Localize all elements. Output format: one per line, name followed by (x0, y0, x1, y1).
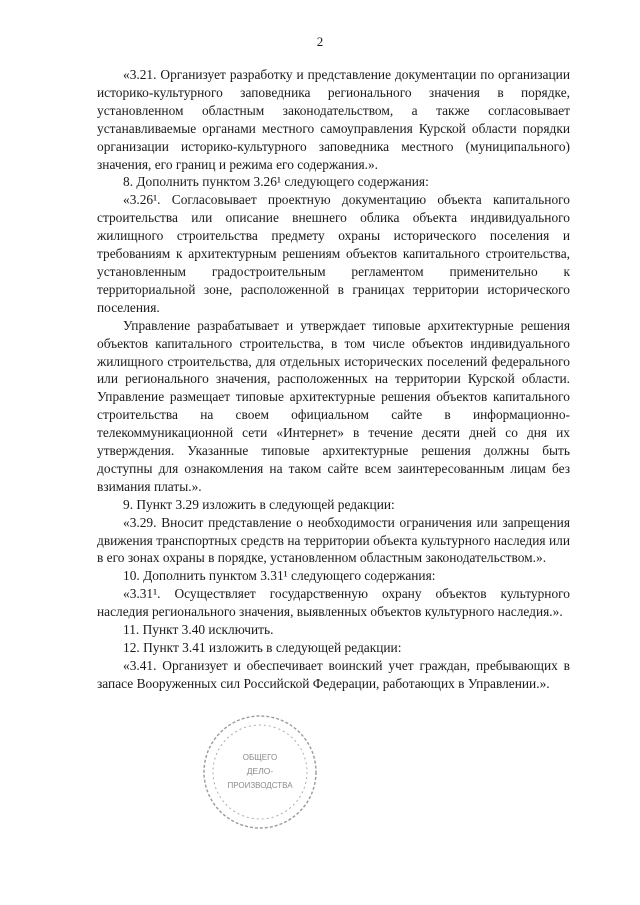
paragraph-item-8: 8. Дополнить пунктом 3.26¹ следующего содержания: (123, 174, 429, 190)
paragraph-3-21: «3.21. Организует разработку и представление документации по организации историко-культурного заповедника регионального значения в порядке, установленном областным законодательством, а также согласовывает устанавливаемые органами местного самоуправления Курской области порядки организации историко-культурного заповедника местного (муниципального) значения, его границ и режима его содержания.». (97, 67, 570, 172)
page-number: 2 (316, 34, 324, 49)
paragraph-management-design: Управление разрабатывает и утверждает типовые архитектурные решения объектов капитального строительства, в том числе объектов индивидуального жилищного строительства, для отдельных исторических поселений федерального или регионального значения, расположенных на территории Курской области. Управление размещает типовые архитектурные решения объектов капитального строительства на своем официальном сайте в информационно-телекоммуникационной сети «Интернет» в течение десяти дней со дня их утверждения. Указанные типовые архитектурные решения должны быть доступны для ознакомления на таком сайте всем заинтересованным лицам без взимания платы.». (97, 317, 570, 494)
stamp-line-2: ДЕЛО- (246, 766, 274, 776)
paragraph-3-29: «3.29. Вносит представление о необходимости ограничения или запрещения движения транспортных средств на территории объекта культурного наследия или в его зонах охраны в порядке, установленном областным законодательством.». (97, 514, 570, 566)
paragraph-item-12: 12. Пункт 3.41 изложить в следующей редакции: (123, 640, 402, 655)
stamp-line-3: ПРОИЗВОДСТВА (227, 781, 293, 790)
paragraph-3-26-1: «3.26¹. Согласовывает проектную документацию объекта капитального строительства или описание внешнего облика объекта индивидуального жилищного строительства предмету охраны исторического поселения и требованиям к архитектурным решениям объектов капитального строительства, установленным градостроительным регламентом применительно к территориальной зоне, расположенной в границах территории исторического поселения. (97, 192, 570, 315)
document-body (97, 66, 570, 693)
paragraph-3-41: «3.41. Организует и обеспечивает воинский учет граждан, пребывающих в запасе Вооруженных сил Российской Федерации, работающих в Управлении.». (97, 657, 570, 691)
paragraph-3-31-1: «3.31¹. Осуществляет государственную охрану объектов культурного наследия регионального значения, выявленных объектов культурного наследия.». (97, 586, 570, 620)
paragraph-item-9: 9. Пункт 3.29 изложить в следующей редакции: (123, 496, 395, 512)
official-stamp-seal (200, 712, 320, 832)
stamp-line-1: ОБЩЕГО (242, 753, 278, 762)
paragraph-item-11: 11. Пункт 3.40 исключить. (123, 622, 274, 638)
paragraph-item-10: 10. Дополнить пунктом 3.31¹ следующего содержания: (123, 568, 436, 584)
